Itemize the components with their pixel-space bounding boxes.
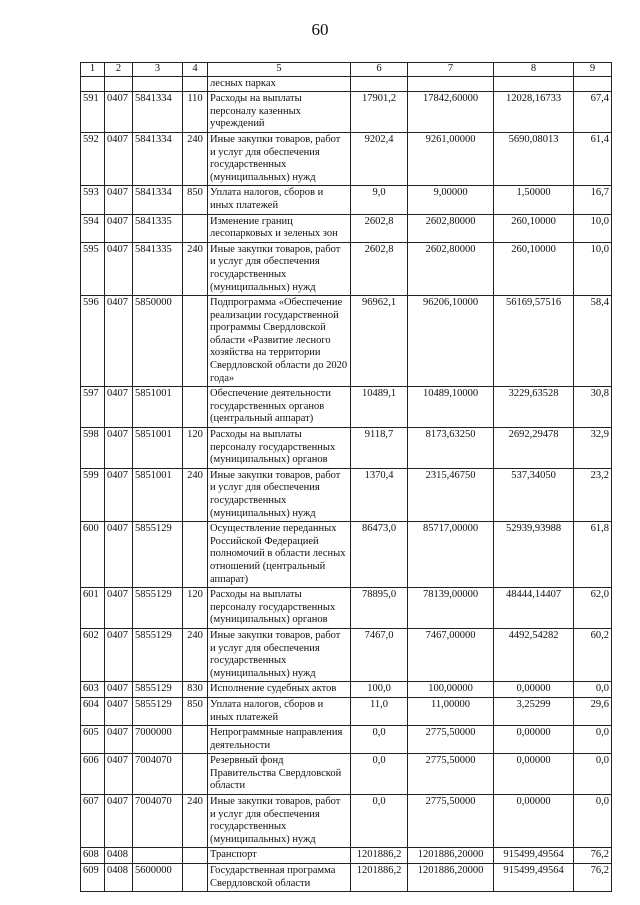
row-number-cell: 596 <box>81 296 105 387</box>
executed-amount-cell <box>494 76 574 92</box>
executed-amount-cell: 915499,49564 <box>494 848 574 864</box>
header-col-9: 9 <box>574 63 612 77</box>
execution-percent-cell: 10,0 <box>574 242 612 295</box>
row-number-cell <box>81 76 105 92</box>
target-code-cell: 7000000 <box>133 726 183 754</box>
execution-percent-cell: 23,2 <box>574 468 612 521</box>
header-col-7: 7 <box>408 63 494 77</box>
section-code-cell: 0407 <box>105 428 133 469</box>
target-code-cell: 5851001 <box>133 428 183 469</box>
approved-amount-cell: 17842,60000 <box>408 92 494 133</box>
item-name-cell: Исполнение судебных актов <box>208 682 351 698</box>
section-code-cell: 0407 <box>105 588 133 629</box>
row-number-cell: 591 <box>81 92 105 133</box>
executed-amount-cell: 0,00000 <box>494 726 574 754</box>
planned-amount-cell: 1370,4 <box>351 468 408 521</box>
header-col-4: 4 <box>183 63 208 77</box>
page-number: 60 <box>311 20 329 39</box>
planned-amount-cell: 7467,0 <box>351 628 408 681</box>
approved-amount-cell: 9261,00000 <box>408 132 494 185</box>
planned-amount-cell: 96962,1 <box>351 296 408 387</box>
expense-type-cell <box>183 76 208 92</box>
executed-amount-cell: 3229,63528 <box>494 387 574 428</box>
execution-percent-cell: 32,9 <box>574 428 612 469</box>
expense-type-cell: 240 <box>183 795 208 848</box>
planned-amount-cell: 0,0 <box>351 754 408 795</box>
planned-amount-cell: 11,0 <box>351 697 408 725</box>
item-name-cell: Подпрограмма «Обеспечение реализации государственной программы Свердловской области «Развитие лесного хозяйства на территории Свердловской области до 2020 года» <box>208 296 351 387</box>
target-code-cell: 5851001 <box>133 468 183 521</box>
item-name-cell: лесных парках <box>208 76 351 92</box>
table-row <box>81 697 612 725</box>
item-name-cell: Уплата налогов, сборов и иных платежей <box>208 697 351 725</box>
section-code-cell: 0407 <box>105 92 133 133</box>
target-code-cell: 5841334 <box>133 92 183 133</box>
planned-amount-cell: 1201886,2 <box>351 864 408 892</box>
expense-type-cell: 120 <box>183 428 208 469</box>
header-col-5: 5 <box>208 63 351 77</box>
item-name-cell: Иные закупки товаров, работ и услуг для обеспечения государственных (муниципальных) нужд <box>208 132 351 185</box>
row-number-cell: 603 <box>81 682 105 698</box>
target-code-cell: 5855129 <box>133 682 183 698</box>
row-number-cell: 592 <box>81 132 105 185</box>
section-code-cell: 0407 <box>105 186 133 214</box>
approved-amount-cell: 2775,50000 <box>408 754 494 795</box>
table-row <box>81 726 612 754</box>
executed-amount-cell: 52939,93988 <box>494 522 574 588</box>
table-row <box>81 795 612 848</box>
section-code-cell <box>105 76 133 92</box>
expense-type-cell: 240 <box>183 132 208 185</box>
approved-amount-cell: 100,00000 <box>408 682 494 698</box>
expense-type-cell <box>183 296 208 387</box>
section-code-cell: 0407 <box>105 795 133 848</box>
header-col-8: 8 <box>494 63 574 77</box>
executed-amount-cell: 0,00000 <box>494 754 574 795</box>
table-row <box>81 387 612 428</box>
executed-amount-cell: 915499,49564 <box>494 864 574 892</box>
section-code-cell: 0407 <box>105 242 133 295</box>
item-name-cell: Изменение границ лесопарковых и зеленых зон <box>208 214 351 242</box>
expense-type-cell: 240 <box>183 468 208 521</box>
planned-amount-cell: 9202,4 <box>351 132 408 185</box>
section-code-cell: 0407 <box>105 697 133 725</box>
target-code-cell: 5841335 <box>133 214 183 242</box>
approved-amount-cell: 85717,00000 <box>408 522 494 588</box>
target-code-cell: 5600000 <box>133 864 183 892</box>
executed-amount-cell: 2692,29478 <box>494 428 574 469</box>
target-code-cell <box>133 76 183 92</box>
target-code-cell: 7004070 <box>133 795 183 848</box>
table-row <box>81 186 612 214</box>
execution-percent-cell: 16,7 <box>574 186 612 214</box>
item-name-cell: Иные закупки товаров, работ и услуг для обеспечения государственных (муниципальных) нужд <box>208 628 351 681</box>
executed-amount-cell: 5690,08013 <box>494 132 574 185</box>
execution-percent-cell: 61,8 <box>574 522 612 588</box>
approved-amount-cell: 8173,63250 <box>408 428 494 469</box>
row-number-cell: 602 <box>81 628 105 681</box>
target-code-cell: 5841334 <box>133 132 183 185</box>
table-row <box>81 754 612 795</box>
planned-amount-cell: 0,0 <box>351 795 408 848</box>
executed-amount-cell: 0,00000 <box>494 795 574 848</box>
execution-percent-cell: 10,0 <box>574 214 612 242</box>
header-col-6: 6 <box>351 63 408 77</box>
planned-amount-cell: 78895,0 <box>351 588 408 629</box>
table-row <box>81 682 612 698</box>
execution-percent-cell: 29,6 <box>574 697 612 725</box>
execution-percent-cell: 76,2 <box>574 848 612 864</box>
executed-amount-cell: 12028,16733 <box>494 92 574 133</box>
approved-amount-cell: 2775,50000 <box>408 726 494 754</box>
executed-amount-cell: 56169,57516 <box>494 296 574 387</box>
row-number-cell: 598 <box>81 428 105 469</box>
row-number-cell: 606 <box>81 754 105 795</box>
target-code-cell: 5855129 <box>133 697 183 725</box>
table-row <box>81 628 612 681</box>
item-name-cell: Обеспечение деятельности государственных органов (центральный аппарат) <box>208 387 351 428</box>
section-code-cell: 0407 <box>105 628 133 681</box>
planned-amount-cell: 9,0 <box>351 186 408 214</box>
execution-percent-cell <box>574 76 612 92</box>
header-col-2: 2 <box>105 63 133 77</box>
approved-amount-cell: 7467,00000 <box>408 628 494 681</box>
approved-amount-cell: 11,00000 <box>408 697 494 725</box>
execution-percent-cell: 58,4 <box>574 296 612 387</box>
item-name-cell: Расходы на выплаты персоналу государственных (муниципальных) органов <box>208 428 351 469</box>
target-code-cell: 5851001 <box>133 387 183 428</box>
section-code-cell: 0407 <box>105 522 133 588</box>
target-code-cell: 5841334 <box>133 186 183 214</box>
section-code-cell: 0408 <box>105 864 133 892</box>
header-col-1: 1 <box>81 63 105 77</box>
approved-amount-cell: 2602,80000 <box>408 214 494 242</box>
planned-amount-cell: 100,0 <box>351 682 408 698</box>
item-name-cell: Расходы на выплаты персоналу государственных (муниципальных) органов <box>208 588 351 629</box>
planned-amount-cell: 0,0 <box>351 726 408 754</box>
item-name-cell: Транспорт <box>208 848 351 864</box>
executed-amount-cell: 260,10000 <box>494 214 574 242</box>
execution-percent-cell: 62,0 <box>574 588 612 629</box>
table-body <box>81 76 612 892</box>
expense-type-cell <box>183 754 208 795</box>
table-row <box>81 132 612 185</box>
target-code-cell: 5855129 <box>133 628 183 681</box>
table-row <box>81 242 612 295</box>
expense-type-cell <box>183 214 208 242</box>
target-code-cell: 7004070 <box>133 754 183 795</box>
section-code-cell: 0407 <box>105 387 133 428</box>
planned-amount-cell: 2602,8 <box>351 242 408 295</box>
approved-amount-cell: 1201886,20000 <box>408 864 494 892</box>
row-number-cell: 604 <box>81 697 105 725</box>
table-row <box>81 588 612 629</box>
item-name-cell: Расходы на выплаты персоналу казенных учреждений <box>208 92 351 133</box>
section-code-cell: 0407 <box>105 754 133 795</box>
planned-amount-cell: 86473,0 <box>351 522 408 588</box>
approved-amount-cell: 2315,46750 <box>408 468 494 521</box>
section-code-cell: 0407 <box>105 132 133 185</box>
section-code-cell: 0407 <box>105 682 133 698</box>
item-name-cell: Иные закупки товаров, работ и услуг для обеспечения государственных (муниципальных) нужд <box>208 242 351 295</box>
row-number-cell: 600 <box>81 522 105 588</box>
item-name-cell: Резервный фонд Правительства Свердловской области <box>208 754 351 795</box>
execution-percent-cell: 67,4 <box>574 92 612 133</box>
expense-type-cell <box>183 387 208 428</box>
expense-type-cell: 110 <box>183 92 208 133</box>
header-row <box>81 63 612 77</box>
executed-amount-cell: 48444,14407 <box>494 588 574 629</box>
row-number-cell: 599 <box>81 468 105 521</box>
section-code-cell: 0408 <box>105 848 133 864</box>
approved-amount-cell: 2602,80000 <box>408 242 494 295</box>
expense-type-cell <box>183 726 208 754</box>
expense-type-cell: 240 <box>183 242 208 295</box>
approved-amount-cell: 96206,10000 <box>408 296 494 387</box>
approved-amount-cell: 9,00000 <box>408 186 494 214</box>
execution-percent-cell: 0,0 <box>574 682 612 698</box>
section-code-cell: 0407 <box>105 214 133 242</box>
target-code-cell: 5855129 <box>133 522 183 588</box>
executed-amount-cell: 4492,54282 <box>494 628 574 681</box>
header-col-3: 3 <box>133 63 183 77</box>
expense-type-cell: 120 <box>183 588 208 629</box>
table-row <box>81 848 612 864</box>
row-number-cell: 597 <box>81 387 105 428</box>
approved-amount-cell <box>408 76 494 92</box>
expense-type-cell <box>183 864 208 892</box>
table-row <box>81 864 612 892</box>
table-row <box>81 468 612 521</box>
item-name-cell: Иные закупки товаров, работ и услуг для обеспечения государственных (муниципальных) нужд <box>208 795 351 848</box>
executed-amount-cell: 3,25299 <box>494 697 574 725</box>
item-name-cell: Осуществление переданных Российской Федерацией полномочий в области лесных отношений (центральный аппарат) <box>208 522 351 588</box>
row-number-cell: 595 <box>81 242 105 295</box>
budget-table <box>80 62 612 892</box>
execution-percent-cell: 0,0 <box>574 754 612 795</box>
target-code-cell <box>133 848 183 864</box>
item-name-cell: Уплата налогов, сборов и иных платежей <box>208 186 351 214</box>
executed-amount-cell: 260,10000 <box>494 242 574 295</box>
target-code-cell: 5841335 <box>133 242 183 295</box>
target-code-cell: 5850000 <box>133 296 183 387</box>
planned-amount-cell: 9118,7 <box>351 428 408 469</box>
expense-type-cell <box>183 848 208 864</box>
target-code-cell: 5855129 <box>133 588 183 629</box>
planned-amount-cell: 2602,8 <box>351 214 408 242</box>
item-name-cell: Непрограммные направления деятельности <box>208 726 351 754</box>
row-number-cell: 593 <box>81 186 105 214</box>
planned-amount-cell: 1201886,2 <box>351 848 408 864</box>
executed-amount-cell: 1,50000 <box>494 186 574 214</box>
approved-amount-cell: 78139,00000 <box>408 588 494 629</box>
item-name-cell: Государственная программа Свердловской области <box>208 864 351 892</box>
approved-amount-cell: 10489,10000 <box>408 387 494 428</box>
expense-type-cell: 240 <box>183 628 208 681</box>
expense-type-cell: 850 <box>183 186 208 214</box>
planned-amount-cell: 17901,2 <box>351 92 408 133</box>
table-row <box>81 522 612 588</box>
table-row <box>81 214 612 242</box>
section-code-cell: 0407 <box>105 726 133 754</box>
planned-amount-cell: 10489,1 <box>351 387 408 428</box>
row-number-cell: 601 <box>81 588 105 629</box>
expense-type-cell: 850 <box>183 697 208 725</box>
row-number-cell: 609 <box>81 864 105 892</box>
section-code-cell: 0407 <box>105 296 133 387</box>
row-number-cell: 608 <box>81 848 105 864</box>
execution-percent-cell: 30,8 <box>574 387 612 428</box>
row-number-cell: 607 <box>81 795 105 848</box>
row-number-cell: 594 <box>81 214 105 242</box>
expense-type-cell: 830 <box>183 682 208 698</box>
execution-percent-cell: 0,0 <box>574 726 612 754</box>
execution-percent-cell: 61,4 <box>574 132 612 185</box>
execution-percent-cell: 0,0 <box>574 795 612 848</box>
table-row <box>81 76 612 92</box>
executed-amount-cell: 537,34050 <box>494 468 574 521</box>
approved-amount-cell: 2775,50000 <box>408 795 494 848</box>
execution-percent-cell: 76,2 <box>574 864 612 892</box>
approved-amount-cell: 1201886,20000 <box>408 848 494 864</box>
expense-type-cell <box>183 522 208 588</box>
execution-percent-cell: 60,2 <box>574 628 612 681</box>
table-row <box>81 296 612 387</box>
section-code-cell: 0407 <box>105 468 133 521</box>
planned-amount-cell <box>351 76 408 92</box>
item-name-cell: Иные закупки товаров, работ и услуг для обеспечения государственных (муниципальных) нужд <box>208 468 351 521</box>
row-number-cell: 605 <box>81 726 105 754</box>
table-row <box>81 92 612 133</box>
table-row <box>81 428 612 469</box>
executed-amount-cell: 0,00000 <box>494 682 574 698</box>
